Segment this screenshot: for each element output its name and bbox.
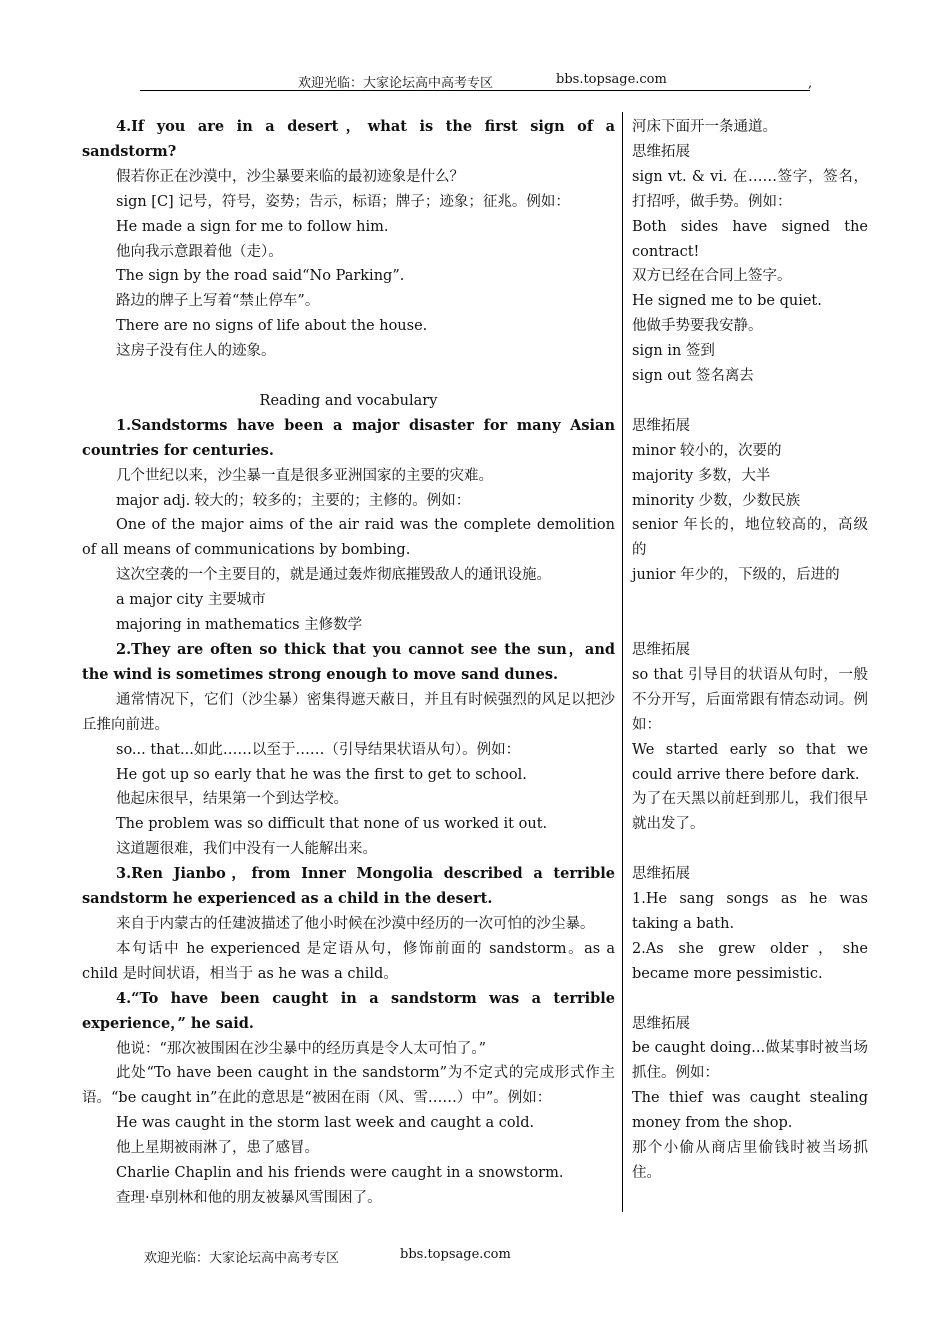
example-sentence: The thief was caught stealing money from the shop.	[632, 1090, 868, 1132]
example-sentence: The sign by the road said“No Parking”.	[116, 268, 405, 285]
sign-verb-definition: sign vt. & vi. 在……签字，签名，打招呼，做手势。例如：	[632, 168, 868, 210]
extension-heading: 思维拓展	[632, 417, 690, 434]
example-translation: 为了在天黑以前赶到那儿，我们很早就出发了。	[632, 791, 868, 833]
example-sentence: Charlie Chaplin and his friends were caught in a snowstorm.	[116, 1165, 564, 1182]
vocab-entry: minor 较小的，次要的	[632, 442, 782, 459]
reading-1-title: 1.Sandstorms have been a major disaster for many Asian countries for centuries.	[82, 416, 615, 459]
blank-line	[82, 364, 615, 389]
example-sentence: We started early so that we could arrive there before dark.	[632, 741, 868, 783]
question-4-title: 4.If you are in a desert，what is the first sign of a sandstorm?	[82, 118, 615, 160]
example-sentence: There are no signs of life about the house.	[116, 318, 428, 335]
example-sentence: 2.As she grew older，she became more pessimistic.	[632, 940, 868, 982]
blank-line	[632, 613, 868, 638]
column-divider	[622, 112, 623, 1212]
example-sentence: He made a sign for me to follow him.	[116, 218, 389, 235]
reading-3-translation: 来自于内蒙古的任建波描述了他小时候在沙漠中经历的一次可怕的沙尘暴。	[116, 915, 595, 932]
example-translation: 这次空袭的一个主要目的，就是通过轰炸彻底摧毁敌人的通讯设施。	[116, 567, 551, 584]
vocab-entry: junior 年少的，下级的，后进的	[632, 567, 840, 584]
example-sentence: He was caught in the storm last week and caught a cold.	[116, 1115, 535, 1132]
example-sentence: He got up so early that he was the first to get to school.	[116, 766, 527, 783]
phrase-example: a major city 主要城市	[116, 592, 266, 609]
vocab-entry: majority 多数，大半	[632, 467, 771, 484]
example-translation: 这房子没有住人的迹象。	[116, 343, 276, 360]
so-that-definition: so... that...如此……以至于……（引导结果状语从句）。例如：	[116, 741, 521, 758]
footer-url[interactable]: bbs.topsage.com	[400, 1247, 511, 1262]
example-translation: 他起床很早，结果第一个到达学校。	[116, 791, 348, 808]
header-site-name: 欢迎光临：大家论坛高中高考专区	[298, 76, 494, 91]
example-sentence: He signed me to be quiet.	[632, 293, 822, 310]
example-sentence: 1.He sang songs as he was taking a bath.	[632, 891, 868, 932]
extension-heading: 思维拓展	[632, 866, 690, 883]
reading-3-title: 3.Ren Jianbo，from Inner Mongolia described a terrible sandstorm he experienced as a child in the desert.	[82, 865, 615, 908]
extension-heading: 思维拓展	[632, 143, 690, 160]
example-sentence: One of the major aims of the air raid was the complete demolition of all means of communications by bombing.	[82, 517, 615, 559]
phrase-example: sign in 签到	[632, 343, 715, 360]
so-that-note: so that 引导目的状语从句时，一般不分开写，后面常跟有情态动词。例如：	[632, 666, 868, 733]
vocab-entry: minority 少数，少数民族	[632, 492, 801, 509]
sign-definition: sign [C] 记号，符号，姿势；告示，标语；牌子；迹象；征兆。例如：	[116, 193, 570, 210]
example-sentence: Both sides have signed the contract!	[632, 218, 868, 260]
vocab-entry: senior 年长的，地位较高的，高级的	[632, 517, 868, 559]
extension-heading: 思维拓展	[632, 1015, 690, 1032]
blank-line	[632, 389, 868, 414]
example-translation: 这道题很难，我们中没有一人能解出来。	[116, 841, 377, 858]
example-translation: 那个小偷从商店里偷钱时被当场抓住。	[632, 1140, 868, 1181]
question-4-translation: 假若你正在沙漠中，沙尘暴要来临的最初迹象是什么？	[116, 168, 464, 185]
page-footer	[144, 1247, 544, 1266]
example-translation: 双方已经在合同上签字。	[632, 268, 792, 285]
blank-line	[632, 837, 868, 862]
example-translation: 他做手势要我安静。	[632, 318, 763, 335]
reading-4-title: 4.“To have been caught in a sandstorm was a terrible experience，” he said.	[82, 989, 615, 1032]
reading-2-translation: 通常情况下，它们（沙尘暴）密集得遮天蔽日，并且有时候强烈的风足以把沙丘推向前进。	[82, 691, 615, 733]
example-sentence: The problem was so difficult that none of us worked it out.	[116, 816, 548, 833]
phrase-example: sign out 签名离去	[632, 368, 754, 385]
example-translation: 查理·卓别林和他的朋友被暴风雪围困了。	[116, 1189, 382, 1206]
side-column	[632, 115, 868, 1186]
main-column	[82, 115, 615, 1211]
section-title: Reading and vocabulary	[259, 392, 438, 409]
footer-site-name: 欢迎光临：大家论坛高中高考专区	[144, 1251, 340, 1266]
reading-4-note: 此处“To have been caught in the sandstorm”为不定式的完成形式作主语。“be caught in”在此的意思是“被困在雨（风、雪……）中”。例如：	[82, 1065, 615, 1107]
blank-line	[632, 588, 868, 613]
reading-4-translation: 他说：“那次被围困在沙尘暴中的经历真是令人太可怕了。”	[116, 1040, 487, 1057]
reading-2-title: 2.They are often so thick that you cannot see the sun，and the wind is sometimes strong enough to move sand dunes.	[82, 641, 615, 683]
extension-heading: 思维拓展	[632, 641, 690, 658]
example-translation: 他向我示意跟着他（走）。	[116, 243, 283, 260]
reading-3-note: 本句话中 he experienced 是定语从句，修饰前面的 sandstorm。as a child 是时间状语，相当于 as he was a child。	[82, 940, 615, 982]
page-header	[140, 70, 813, 91]
example-translation: 他上星期被雨淋了，患了感冒。	[116, 1140, 319, 1157]
major-definition: major adj. 较大的；较多的；主要的；主修的。例如：	[116, 492, 471, 509]
be-caught-note: be caught doing...做某事时被当场抓住。例如：	[632, 1040, 868, 1082]
blank-line	[632, 987, 868, 1012]
header-mark: ,	[808, 76, 813, 91]
header-url[interactable]: bbs.topsage.com	[556, 72, 667, 87]
example-translation: 路边的牌子上写着“禁止停车”。	[116, 293, 320, 310]
phrase-example: majoring in mathematics 主修数学	[116, 617, 363, 634]
reading-1-translation: 几个世纪以来，沙尘暴一直是很多亚洲国家的主要的灾难。	[116, 467, 493, 484]
side-text: 河床下面开一条通道。	[632, 119, 777, 135]
